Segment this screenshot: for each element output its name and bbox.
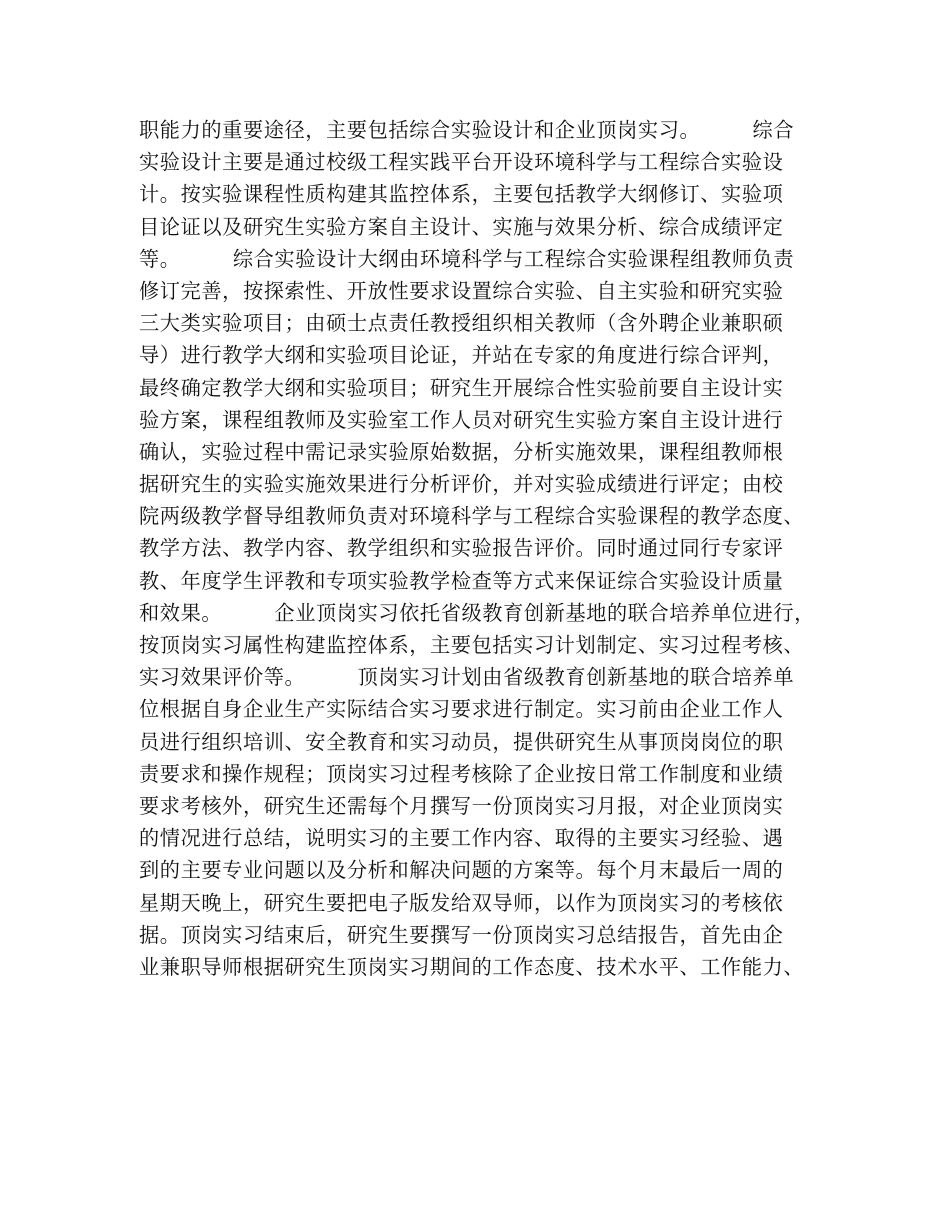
text-line-8: 导）进行教学大纲和实验项目论证，并站在专家的角度进行综合评判， [139,343,784,368]
text-line-15: 教、年度学生评教和专项实验教学检查等方式来保证综合实验设计质量 [139,568,784,593]
text-line-12: 据研究生的实验实施效果进行分析评价，并对实验成绩进行评定；由校 [139,472,784,497]
text-line-6: 修订完善，按探索性、开放性要求设置综合实验、自主实验和研究实验 [139,278,784,303]
text-line-7: 三大类实验项目；由硕士点责任教授组织相关教师（含外聘企业兼职硕 [139,311,784,336]
text-line-9: 最终确定教学大纲和实验项目；研究生开展综合性实验前要自主设计实 [139,375,784,400]
text-line-1: 职能力的重要途径，主要包括综合实验设计和企业顶岗实习。 综合 [139,118,795,142]
text-line-16: 和效果。 企业顶岗实习依托省级教育创新基地的联合培养单位进行， [139,600,815,625]
text-line-24: 到的主要专业问题以及分析和解决问题的方案等。每个月末最后一周的 [139,858,784,883]
body-text [139,114,829,983]
text-line-10: 验方案，课程组教师及实验室工作人员对研究生实验方案自主设计进行 [139,407,784,432]
text-line-23: 的情况进行总结，说明实习的主要工作内容、取得的主要实习经验、遇 [139,826,784,851]
text-line-19: 位根据自身企业生产实际结合实习要求进行制定。实习前由企业工作人 [139,697,784,722]
text-line-27: 业兼职导师根据研究生顶岗实习期间的工作态度、技术水平、工作能力、 [139,954,805,979]
text-line-26: 据。顶岗实习结束后，研究生要撰写一份顶岗实习总结报告，首先由企 [139,922,784,947]
text-line-18: 实习效果评价等。 顶岗实习计划由省级教育创新基地的联合培养单 [139,665,795,690]
text-line-11: 确认，实验过程中需记录实验原始数据，分析实施效果，课程组教师根 [139,439,784,464]
text-line-20: 员进行组织培训、安全教育和实习动员，提供研究生从事顶岗岗位的职 [139,729,784,754]
text-line-5: 等。 综合实验设计大纲由环境科学与工程综合实验课程组教师负责 [139,246,795,271]
text-line-21: 责要求和操作规程；顶岗实习过程考核除了企业按日常工作制度和业绩 [139,761,784,786]
text-line-13: 院两级教学督导组教师负责对环境科学与工程综合实验课程的教学态度、 [139,504,805,529]
text-line-17: 按顶岗实习属性构建监控体系，主要包括实习计划制定、实习过程考核、 [139,633,805,657]
text-line-22: 要求考核外，研究生还需每个月撰写一份顶岗实习月报，对企业顶岗实 [139,793,784,818]
text-line-4: 目论证以及研究生实验方案自主设计、实施与效果分析、综合成绩评定 [139,214,784,239]
text-line-14: 教学方法、教学内容、教学组织和实验报告评价。同时通过同行专家评 [139,536,784,561]
text-line-25: 星期天晚上，研究生要把电子版发给双导师，以作为顶岗实习的考核依 [139,890,784,915]
text-line-2: 实验设计主要是通过校级工程实践平台开设环境科学与工程综合实验设 [139,150,784,175]
text-line-3: 计。按实验课程性质构建其监控体系，主要包括教学大纲修订、实验项 [139,182,784,207]
